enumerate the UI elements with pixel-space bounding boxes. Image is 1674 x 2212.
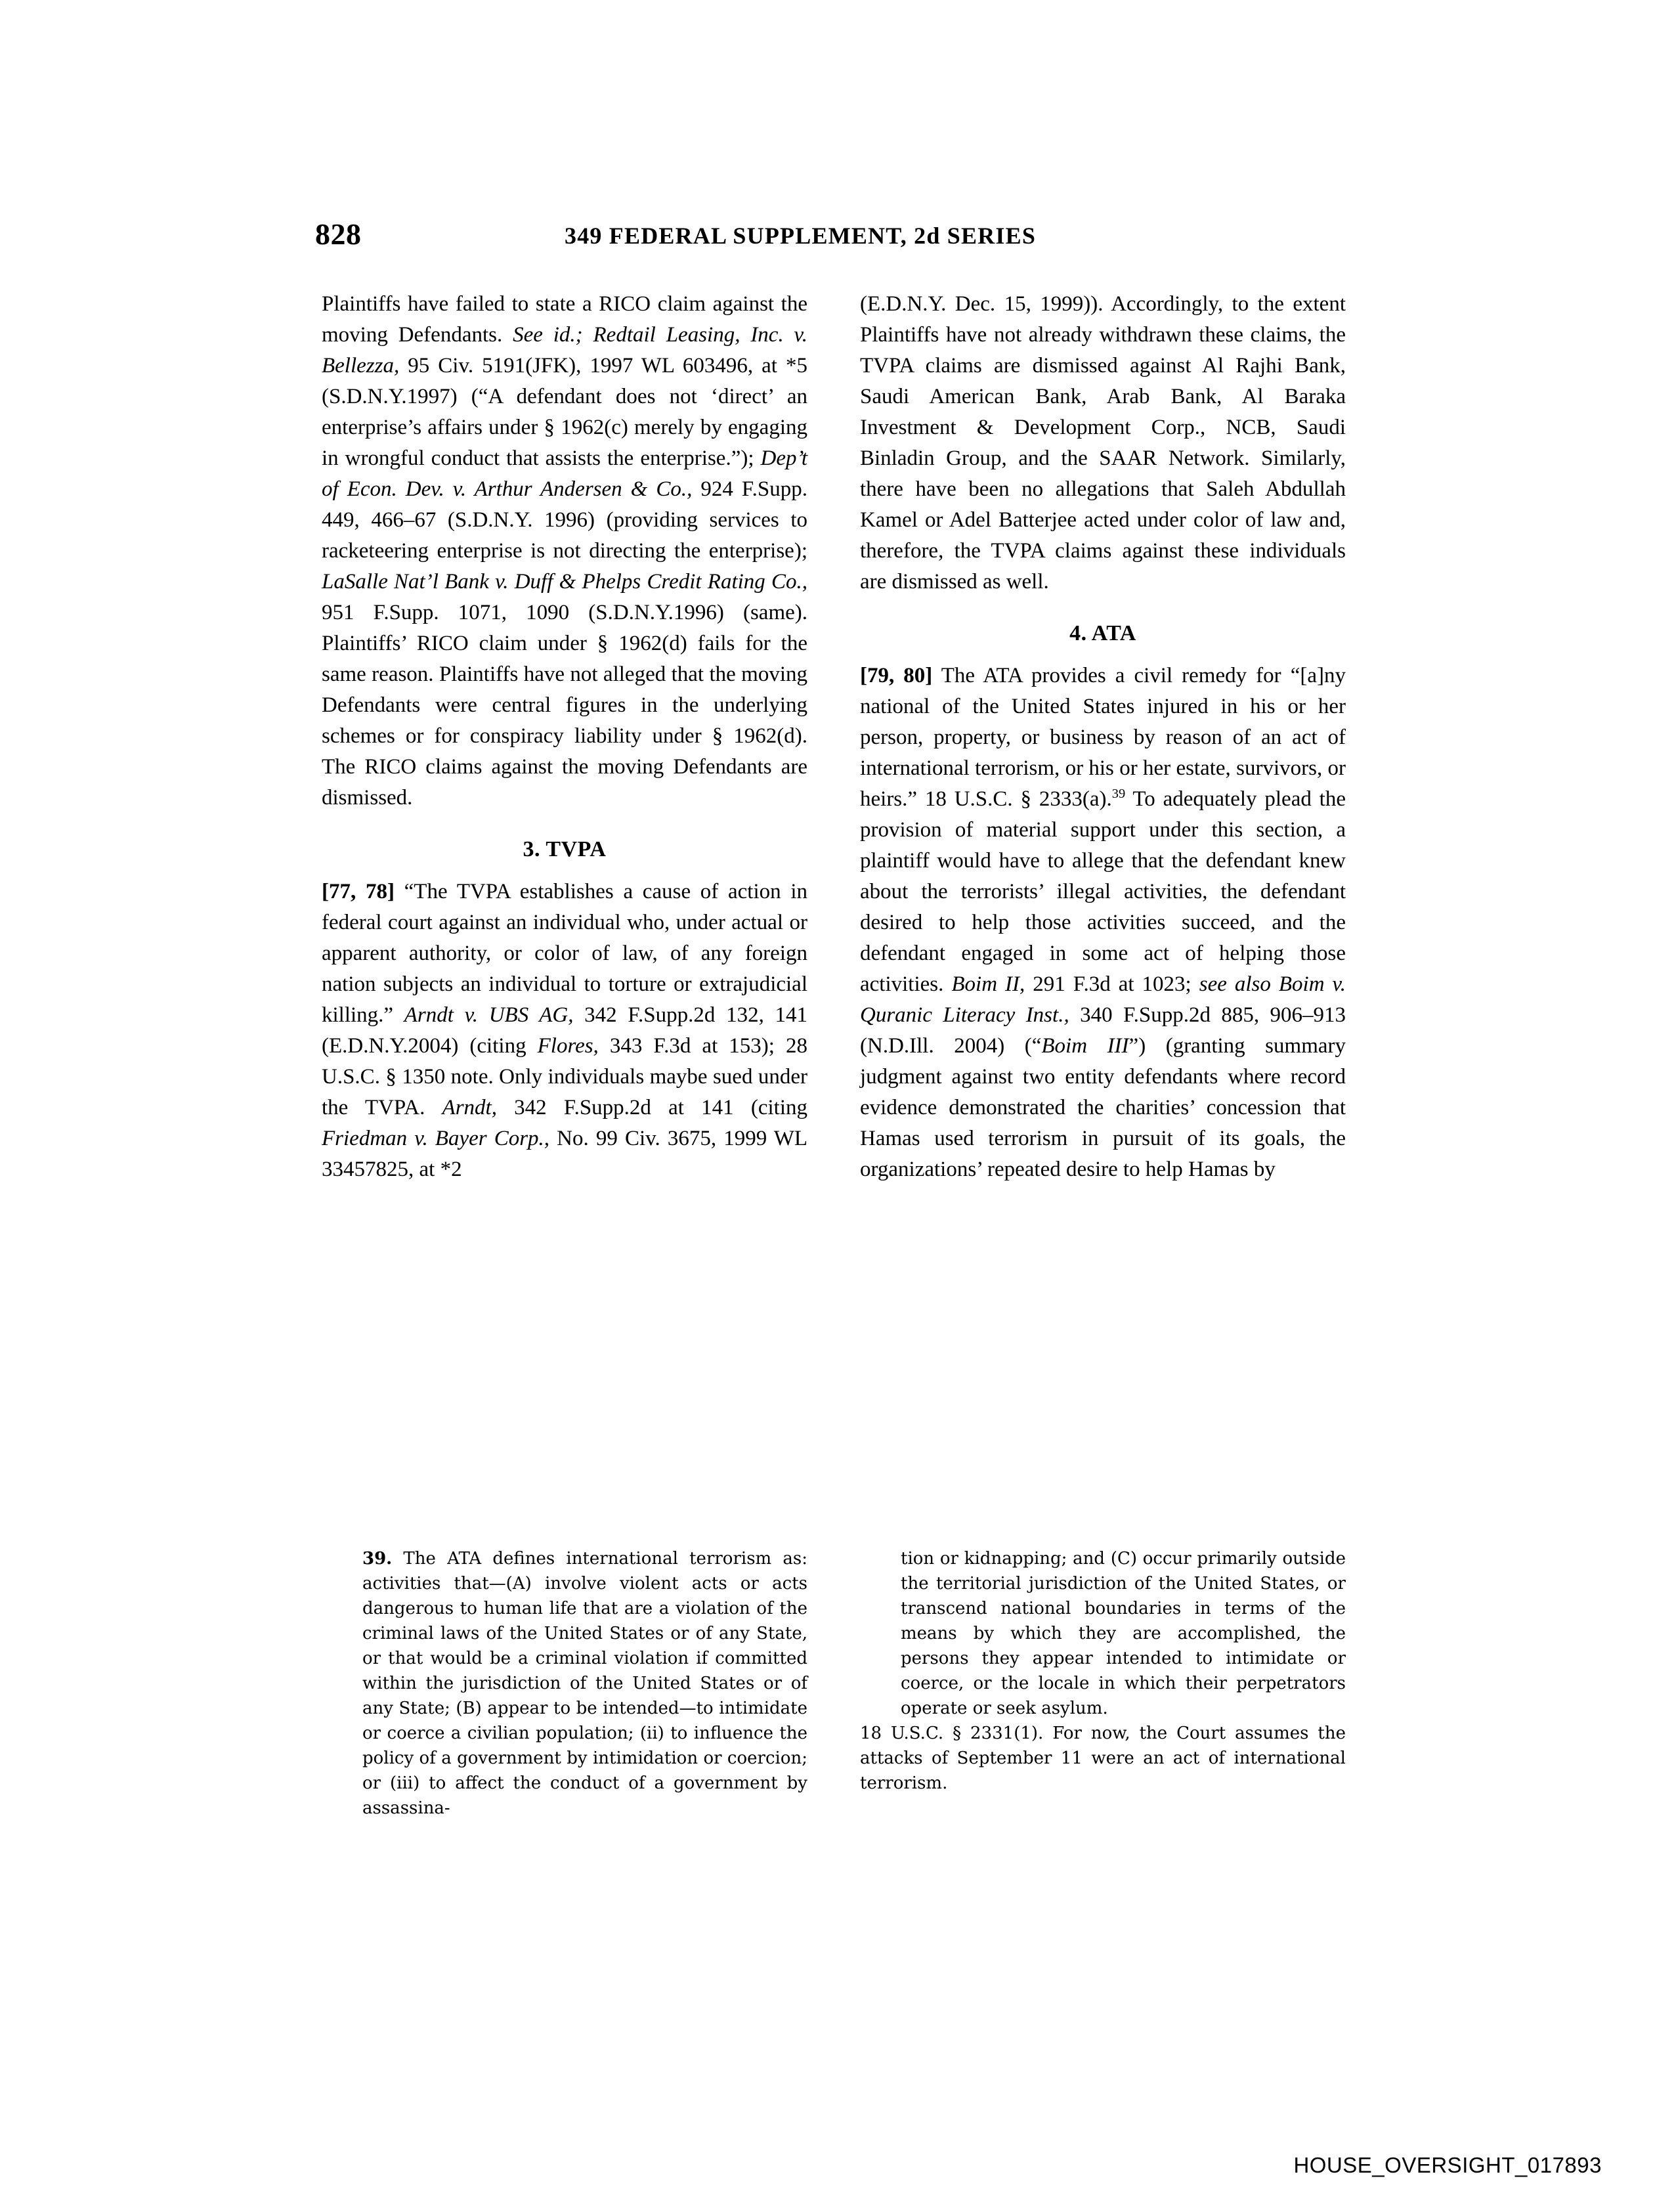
- right-p2-cite3: Boim III: [1041, 1034, 1129, 1058]
- left-p1-seg3: 924 F.Supp. 449, 466–67 (S.D.N.Y. 1996) (providing services to racketeering enterprise is not directing the enterprise);: [322, 477, 807, 563]
- right-p2-cite2: see also Boim v. Quranic Literacy Inst.,: [860, 972, 1346, 1027]
- right-column: [860, 289, 1346, 1185]
- left-paragraph-2: [322, 877, 807, 1185]
- left-p2-seg1: “The TVPA establishes a cause of action in federal court against an individual who, under actual or apparent authority, or color of law, of any foreign nation subjects an individual to torture or extrajudicial killing.”: [322, 880, 808, 1027]
- page-header: [315, 217, 1365, 256]
- left-p2-cite4: Friedman v. Bayer Corp.,: [322, 1127, 550, 1150]
- left-p2-seg5: No. 99 Civ. 3675, 1999 WL 33457825, at *2: [322, 1127, 808, 1181]
- left-p1-seg4: 951 F.Supp. 1071, 1090 (S.D.N.Y.1996) (same). Plaintiffs’ RICO claim under § 1962(d) fails for the same reason. Plaintiffs have not alleged that the moving Defendants were central figures in the underlying schemes or for conspiracy liability under § 1962(d). The RICO claims against the moving Defendants are dismissed.: [322, 601, 807, 810]
- right-p2-seg5: ”) (granting summary judgment against two entity defendants where record evidence demonstrated the charities’ concession that Hamas used terrorism in pursuit of its goals, the organizations’ repeated desire to help Hamas by: [860, 1034, 1346, 1181]
- footnote-left-column: [322, 1546, 807, 1821]
- left-p2-cite2: Flores,: [537, 1034, 599, 1058]
- running-title: 349 FEDERAL SUPPLEMENT, 2d SERIES: [565, 223, 1037, 249]
- footnote-reference-39: 39: [1111, 787, 1126, 801]
- footnote-text-left: The ATA defines international terrorism as: activities that—(A) involve violent acts or acts dangerous to human life that are a violation of the criminal laws of the United States or of any State, or that would be a criminal violation if committed within the jurisdiction of the United States or of any State; (B) appear to be intended—to intimidate or coerce a civilian population; (ii) to influence the policy of a government by intimidation or coercion; or (iii) to affect the conduct of a government by assassina-: [362, 1549, 807, 1818]
- right-p2-cite1: Boim II,: [951, 972, 1025, 996]
- left-p1-seg2: 95 Civ. 5191(JFK), 1997 WL 603496, at *5 (S.D.N.Y.1997) (“A defendant does not ‘direct’ an enterprise’s affairs under § 1962(c) merely by engaging in wrongful conduct that assists the enterprise.”);: [322, 354, 807, 470]
- right-p2-seg2: To adequately plead the provision of material support under this section, a plaintiff would have to allege that the defendant knew about the terrorists’ illegal activities, the defendant desired to help those activities succeed, and the defendant engaged in some act of helping those activities.: [860, 787, 1346, 996]
- left-p1-cite3: LaSalle Nat’l Bank v. Duff & Phelps Credit Rating Co.,: [322, 570, 807, 594]
- footnote-marker: 39.: [362, 1549, 393, 1569]
- footnote-right-column: [860, 1546, 1346, 1796]
- right-p2-seg1: The ATA provides a civil remedy for “[a]ny national of the United States injured in his or her person, property, or business by reason of an act of international terrorism, or his or her estate, survivors, or heirs.” 18 U.S.C. § 2333(a).: [860, 664, 1346, 811]
- section-heading-tvpa: 3. TVPA: [523, 837, 607, 861]
- left-p1-cite2: Dep’t of Econ. Dev. v. Arthur Andersen & Co.,: [322, 446, 807, 501]
- left-p2-seg2: 342 F.Supp.2d 132, 141 (E.D.N.Y.2004) (citing: [322, 1003, 808, 1058]
- page-number: 828: [315, 217, 362, 251]
- bates-stamp: HOUSE_OVERSIGHT_017893: [1293, 2153, 1602, 2177]
- left-p1-seg1: Plaintiffs have failed to state a RICO claim against the moving Defendants.: [322, 292, 807, 347]
- left-p2-seg3: 343 F.3d at 153); 28 U.S.C. § 1350 note. Only individuals maybe sued under the TVPA.: [322, 1034, 807, 1119]
- left-p2-seg4: 342 F.Supp.2d at 141 (citing: [496, 1096, 807, 1119]
- right-paragraph-2: [860, 661, 1346, 1185]
- left-column: [322, 289, 807, 1185]
- left-p2-cite3: Arndt,: [442, 1096, 497, 1119]
- footnote-text-right: tion or kidnapping; and (C) occur primarily outside the territorial jurisdiction of the United States, or transcend national boundaries in terms of the means by which they are accomplished, the persons they appear intended to intimidate or coerce, or the locale in which their perpetrators operate or seek asylum.: [901, 1549, 1346, 1718]
- right-p2-seg4: 340 F.Supp.2d 885, 906–913 (N.D.Ill. 2004) (“: [860, 1003, 1346, 1058]
- right-p2-seg3: 291 F.3d at 1023;: [1025, 972, 1199, 996]
- left-p2-cite1: Arndt v. UBS AG,: [404, 1003, 574, 1027]
- left-paragraph-1: [322, 289, 807, 813]
- right-p2-bracket: [79, 80]: [860, 664, 933, 687]
- left-p2-bracket: [77, 78]: [322, 880, 395, 903]
- section-heading-ata: 4. ATA: [1069, 621, 1136, 645]
- left-p1-cite1: See id.; Redtail Leasing, Inc. v. Bellezza,: [322, 323, 808, 378]
- right-paragraph-1: (E.D.N.Y. Dec. 15, 1999)). Accordingly, to the extent Plaintiffs have not already withdrawn these claims, the TVPA claims are dismissed against Al Rajhi Bank, Saudi American Bank, Arab Bank, Al Baraka Investment & Development Corp., NCB, Saudi Binladin Group, and the SAAR Network. Similarly, there have been no allegations that Saleh Abdullah Kamel or Adel Batterjee acted under color of law and, therefore, the TVPA claims against these individuals are dismissed as well.: [860, 292, 1346, 594]
- footnote-39: [322, 1546, 807, 1821]
- footnote-citation: 18 U.S.C. § 2331(1). For now, the Court assumes the attacks of September 11 were an act of international terrorism.: [860, 1724, 1346, 1793]
